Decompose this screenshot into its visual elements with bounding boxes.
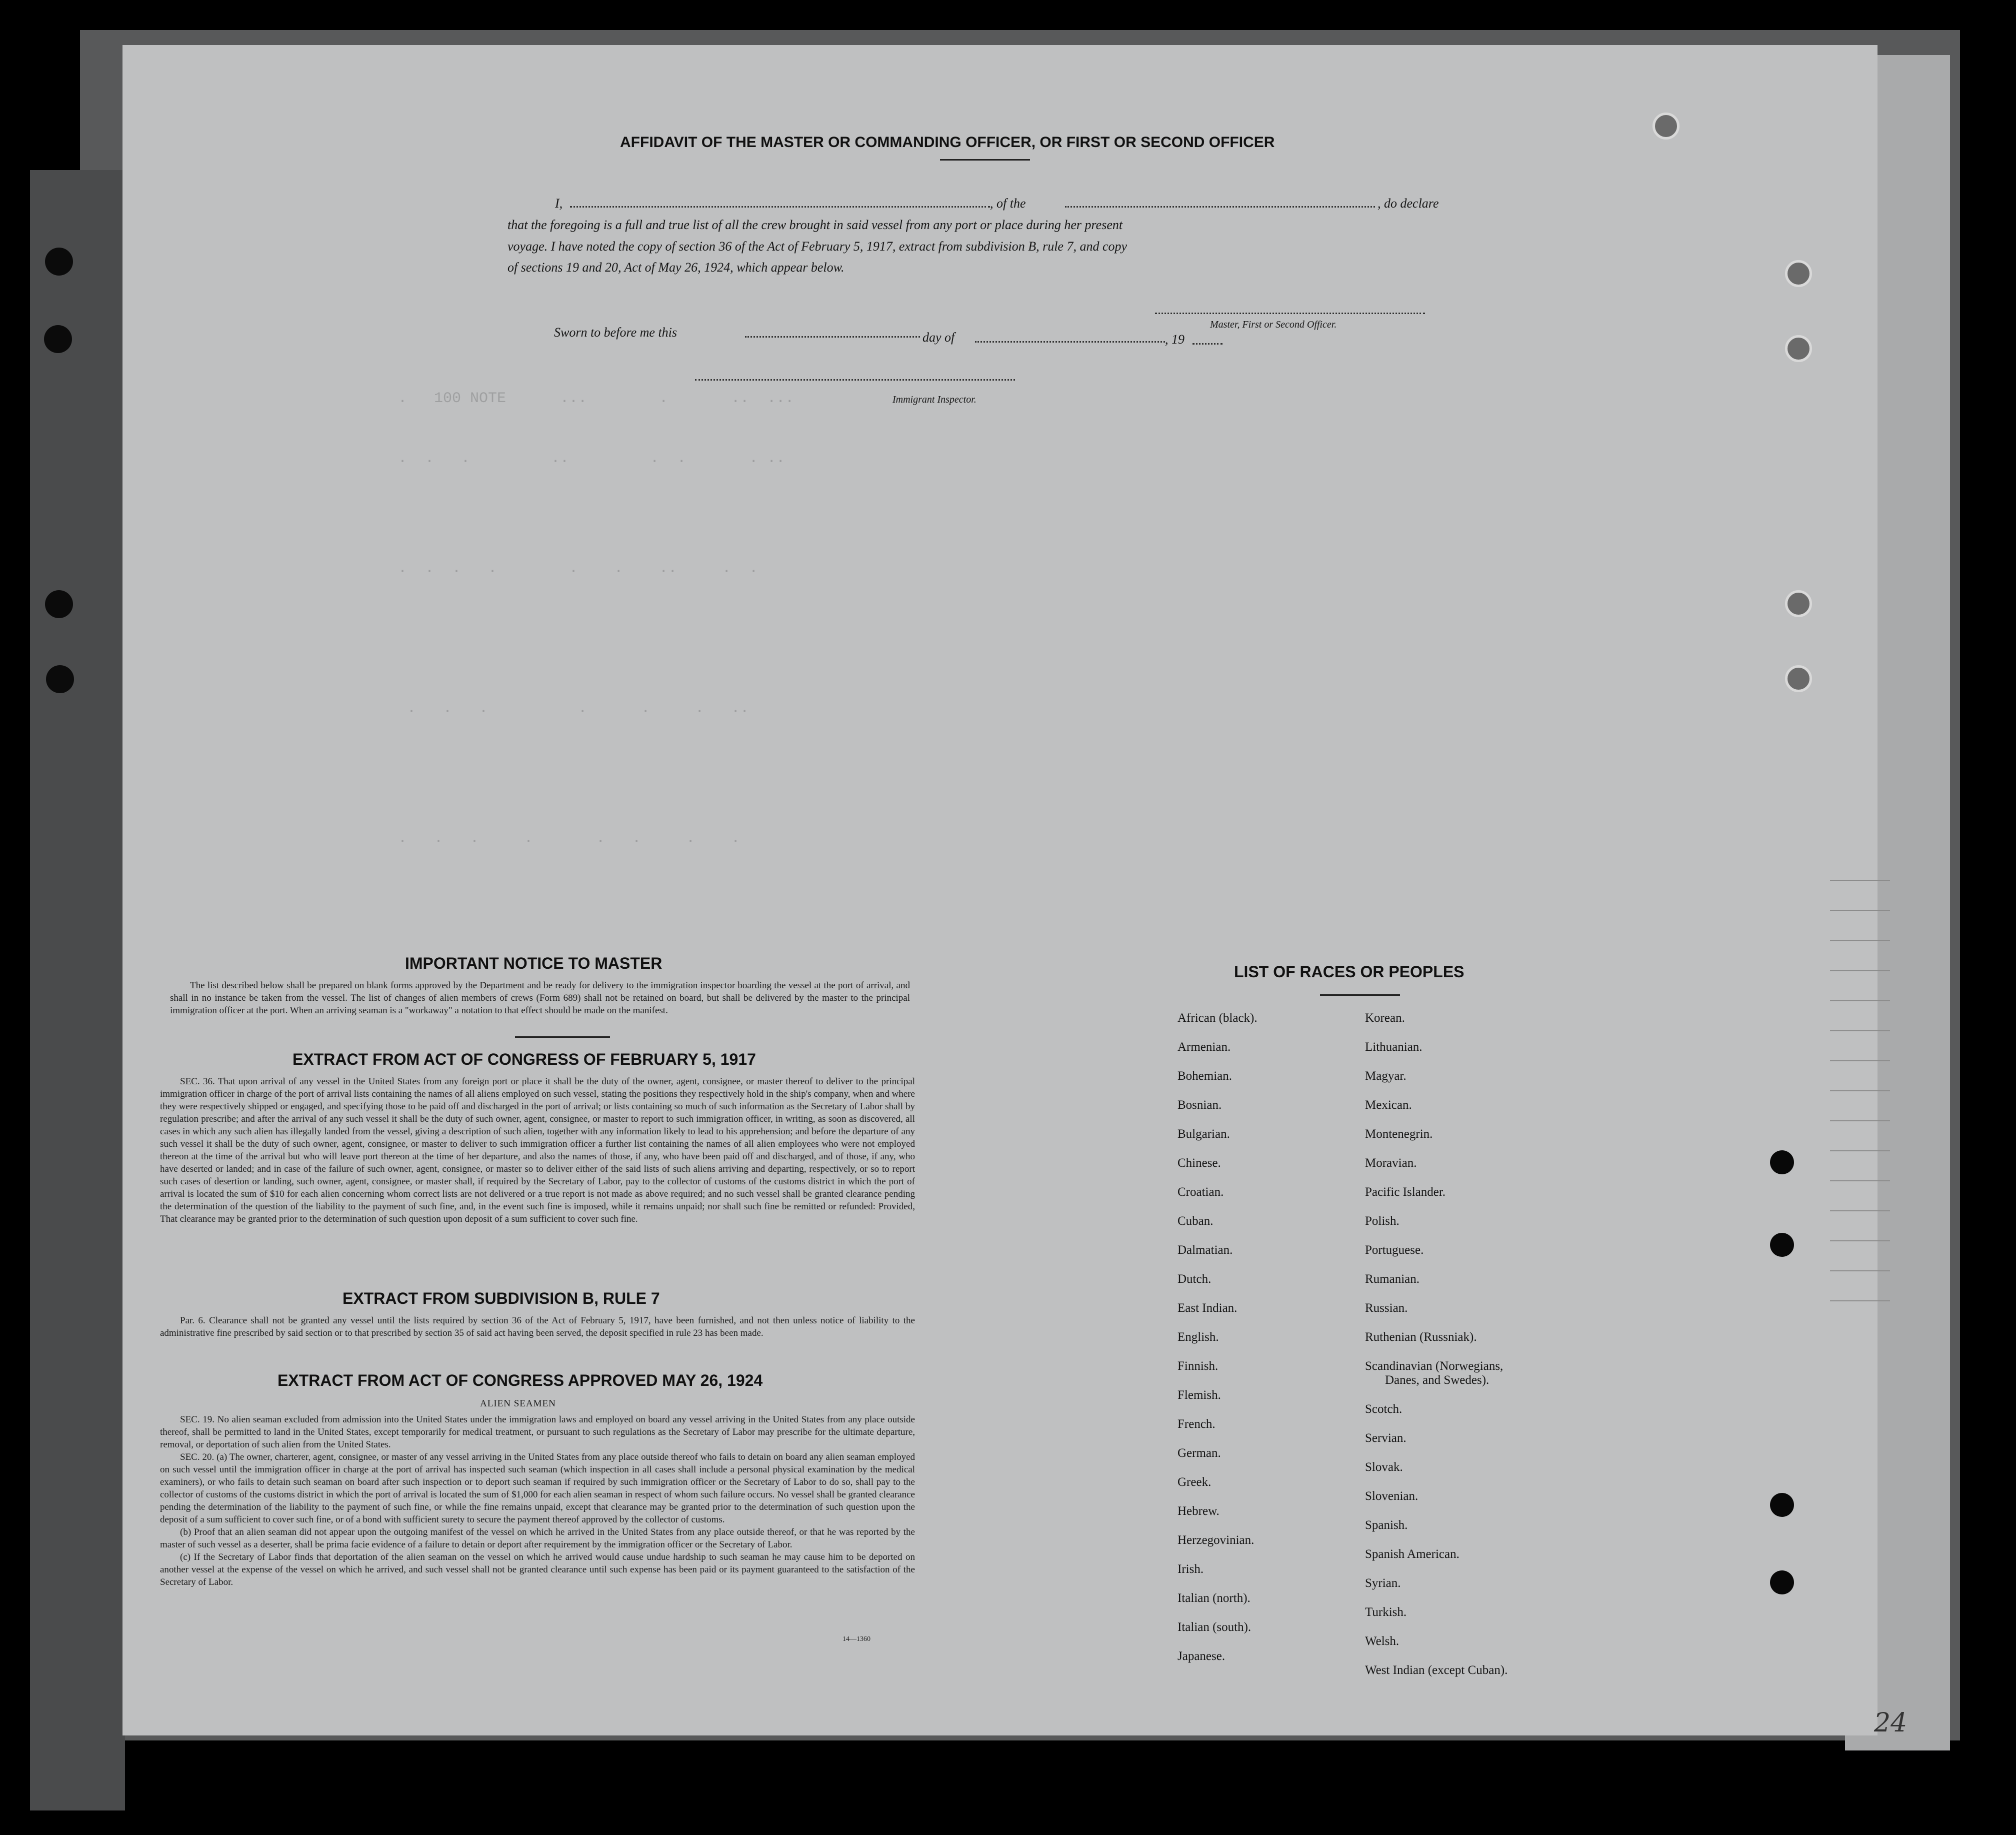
race-item: African (black). <box>1178 1011 1258 1025</box>
extract-1924-title: EXTRACT FROM ACT OF CONGRESS APPROVED MAY 26, 1924 <box>278 1371 763 1389</box>
sworn-start: Sworn to before me this <box>554 325 678 340</box>
sworn-day-label: day of <box>922 330 955 345</box>
rule-7-title: EXTRACT FROM SUBDIVISION B, RULE 7 <box>342 1289 660 1307</box>
race-item: Slovak. <box>1365 1460 1403 1474</box>
races-left-column <box>1178 1004 1258 1671</box>
race-item: Spanish American. <box>1365 1547 1460 1561</box>
punch-hole <box>1785 335 1812 362</box>
race-item: Turkish. <box>1365 1605 1407 1619</box>
race-item: Dutch. <box>1178 1272 1212 1286</box>
race-item: Lithuanian. <box>1365 1040 1422 1054</box>
punch-hole <box>1770 1150 1794 1174</box>
race-item: Welsh. <box>1365 1634 1400 1648</box>
race-item: Scotch. <box>1365 1402 1402 1416</box>
notice-title: IMPORTANT NOTICE TO MASTER <box>405 954 662 972</box>
binder-edge <box>30 170 125 1810</box>
races-divider <box>1320 994 1400 996</box>
alien-seamen-subtitle: ALIEN SEAMEN <box>480 1398 556 1409</box>
punch-hole <box>1785 260 1812 287</box>
punch-hole <box>1770 1233 1794 1257</box>
punch-hole <box>1785 590 1812 617</box>
race-item: Rumanian. <box>1365 1272 1420 1286</box>
notice-divider <box>515 1036 610 1038</box>
race-item: Bulgarian. <box>1178 1127 1230 1141</box>
race-item: Montenegrin. <box>1365 1127 1433 1141</box>
race-item: Greek. <box>1178 1475 1212 1489</box>
race-item: French. <box>1178 1417 1216 1431</box>
race-item: German. <box>1178 1446 1221 1460</box>
master-signature-label: Master, First or Second Officer. <box>1210 319 1337 330</box>
name-field[interactable] <box>570 206 990 208</box>
races-right-column <box>1365 1004 1508 1685</box>
form-number: 14—1360 <box>842 1635 870 1643</box>
master-signature-field[interactable] <box>1155 313 1425 314</box>
sec-20b-paragraph: (b) Proof that an alien seaman did not appear upon the outgoing manifest of the vessel on which he arrived in the United States from any place outside thereof, or that he was reported by the master of such vessel as a deserter, shall be prima facie evidence of a failure to detain or deport after requirement by the immigration officer or the Secretary of Labor. <box>160 1527 915 1550</box>
race-item: Armenian. <box>1178 1040 1231 1054</box>
handwritten-page-number: 24 <box>1874 1708 1908 1738</box>
race-item: English. <box>1178 1330 1219 1344</box>
sworn-month-field[interactable] <box>975 341 1165 343</box>
race-item: Japanese. <box>1178 1649 1226 1663</box>
race-item: Hebrew. <box>1178 1504 1220 1518</box>
race-item: Russian. <box>1365 1301 1408 1315</box>
affidavit-title: AFFIDAVIT OF THE MASTER OR COMMANDING OFFICER, OR FIRST OR SECOND OFFICER <box>620 134 1275 151</box>
sec-20c-paragraph: (c) If the Secretary of Labor finds that deportation of the alien seaman on the vessel on which he arrived would cause undue hardship to such seaman he may cause him to be deported on another vessel at the expense of the vessel on which he arrived, and such vessel shall not be granted clearance until such expense has been paid or its payment guaranteed to the satisfaction of the Secretary of Labor. <box>160 1552 915 1587</box>
sworn-year-field[interactable] <box>1192 343 1222 345</box>
race-item: Slovenian. <box>1365 1489 1418 1503</box>
race-item: Korean. <box>1365 1011 1405 1025</box>
race-item: Magyar. <box>1365 1069 1406 1083</box>
sworn-year-label: , 19 <box>1165 332 1184 347</box>
race-item: Italian (south). <box>1178 1620 1252 1634</box>
sec-19-paragraph: SEC. 19. No alien seaman excluded from admission into the United States under the immigration laws and employed on board any vessel arriving in the United States from any place outside thereof, shall be permitted to land in the United States, except temporarily for medical treatment, or pursuant to such regulations as the Secretary of Labor may prescribe for the ultimate departure, removal, or deportation of such alien from the United States. <box>160 1414 915 1450</box>
affidavit-line-1-start: I, <box>555 196 563 211</box>
race-item: Polish. <box>1365 1214 1400 1228</box>
binder-hole <box>44 325 72 353</box>
race-item: Cuban. <box>1178 1214 1214 1228</box>
binder-hole <box>45 590 73 618</box>
notice-text <box>170 979 910 1017</box>
race-item: Irish. <box>1178 1562 1204 1576</box>
extract-1917-title: EXTRACT FROM ACT OF CONGRESS OF FEBRUARY 5, 1917 <box>292 1050 756 1068</box>
inspector-label: Immigrant Inspector. <box>892 394 976 405</box>
sworn-day-field[interactable] <box>745 336 920 338</box>
rule-7-text <box>160 1314 915 1339</box>
par-6-paragraph: Par. 6. Clearance shall not be granted any vessel until the lists required by section 36 of the Act of February 5, 1917, have been furnished, and not then unless notice of liability to the administrative fine prescribed by said section or to that prescribed by section 35 of said act having been served, the deposit specified in rule 23 has been made. <box>160 1315 915 1338</box>
punch-hole <box>1785 665 1812 692</box>
sec-36-paragraph: SEC. 36. That upon arrival of any vessel in the United States from any foreign port or place it shall be the duty of the owner, agent, consignee, or master thereof to deliver to the principal immigration officer in charge of the port of arrival lists containing the names of all aliens employed on such vessel, stating the positions they respectively hold in the ship's company, when and where they were respectively shipped or engaged, and specifying those to be paid off and discharged in the port of arrival; or lists containing so much of such information as the Secretary of Labor shall by regulation prescribe; and after the arrival of any such vessel it shall be the duty of such owner, agent, consignee, or master to report to such immigration officer, in writing, as soon as discovered, all cases in which any such alien has illegally landed from the vessel, giving a description of such alien, together with any information likely to lead to his apprehension; and before the departure of any such vessel it shall be the duty of such owner, agent, consignee, or master to deliver to such immigration officer a further list containing the names of all alien employees who were not employed thereon at the time of the arrival but who will leave port thereon at the time of her departure, and also the names of those, if any, who have been paid off and discharged, and of those, if any, who have deserted or landed; and in case of the failure of such owner, agent, consignee, or master so to deliver either of the said lists of such aliens arriving and departing, respectively, or so to report such cases of desertion or landing, such owner, agent, consignee, or master shall, if required by the Secretary of Labor, pay to the collector of customs of the customs district in which the port of arrival is located the sum of $10 for each alien concerning whom correct lists are not delivered or a true report is not made as above required; and no such vessel shall be granted clearance pending the determination of the question of the liability to the payment of such fine, and, in the event such fine is imposed, while it remains unpaid; nor shall such fine be remitted or refunded: Provided, That clearance may be granted prior to the determination of such question upon deposit of a sum sufficient to cover such fine. <box>160 1076 915 1224</box>
race-item: Servian. <box>1365 1431 1406 1445</box>
vessel-field[interactable] <box>1065 206 1375 208</box>
race-item: Mexican. <box>1365 1098 1412 1112</box>
race-item: Danes, and Swedes). <box>1385 1373 1490 1387</box>
race-item: East Indian. <box>1178 1301 1238 1315</box>
race-item: Portuguese. <box>1365 1243 1424 1257</box>
race-item: Herzegovinian. <box>1178 1533 1254 1547</box>
affidavit-line-1-of: , of the <box>990 196 1026 211</box>
notice-paragraph: The list described below shall be prepared on blank forms approved by the Department and be ready for delivery to the immigration inspector boarding the vessel at the port of arrival, and shall in no instance be taken from the vessel. The list of changes of alien members of crews (Form 689) shall not be retained on board, but shall be delivered by the master to the principal immigration officer at the port. When an arriving seaman is a "workaway" a notation to that effect should be made on the manifest. <box>170 980 910 1016</box>
race-item: Croatian. <box>1178 1185 1224 1199</box>
affidavit-line-1-end: , do declare <box>1378 196 1439 211</box>
race-item: Spanish. <box>1365 1518 1408 1532</box>
race-item: Moravian. <box>1365 1156 1417 1170</box>
inspector-signature-field[interactable] <box>695 379 1015 381</box>
race-item: Syrian. <box>1365 1576 1401 1590</box>
title-divider <box>940 159 1030 161</box>
affidavit-line-3: voyage. I have noted the copy of section 36 of the Act of February 5, 1917, extract from subdivision B, rule 7, and copy <box>508 239 1128 254</box>
punch-hole <box>1652 113 1680 140</box>
race-item: Italian (north). <box>1178 1591 1250 1605</box>
race-item: Bohemian. <box>1178 1069 1232 1083</box>
race-item: Chinese. <box>1178 1156 1221 1170</box>
race-item: Finnish. <box>1178 1359 1218 1373</box>
extract-1917-text <box>160 1075 915 1225</box>
race-item: West Indian (except Cuban). <box>1365 1663 1508 1677</box>
race-item: Ruthenian (Russniak). <box>1365 1330 1477 1344</box>
punch-hole <box>1770 1570 1794 1594</box>
extract-1924-text <box>160 1413 915 1588</box>
binder-hole <box>46 665 74 693</box>
race-item: Scandinavian (Norwegians, <box>1365 1359 1504 1373</box>
sec-20a-paragraph: SEC. 20. (a) The owner, charterer, agent, consignee, or master of any vessel arriving in the United States from any place outside thereof who fails to detain on board any alien seaman employed on such vessel until the immigration officer in charge at the port of arrival has inspected such seaman (which inspection in all cases shall include a personal physical examination by the medical examiners), or who fails to detain such seaman on board after such inspection or to deport such seaman if required by such immigration officer or the Secretary of Labor to do so, shall pay to the collector of customs of the customs district in which the port of arrival is located the sum of $1,000 for each alien seaman in respect of whom such failure occurs. No vessel shall be granted clearance pending the determination of the liability to the payment of such fine, or while the fine remains unpaid, except that clearance may be granted prior to the determination of such question upon the deposit of a sum sufficient to cover such fine, or of a bond with sufficient surety to secure the payment thereof approved by the collector of customs. <box>160 1452 915 1525</box>
races-title: LIST OF RACES OR PEOPLES <box>1234 963 1464 981</box>
affidavit-line-2: that the foregoing is a full and true list of all the crew brought in said vessel from any port or place during her present <box>508 218 1123 232</box>
binder-hole <box>45 248 73 276</box>
affidavit-line-4: of sections 19 and 20, Act of May 26, 1924, which appear below. <box>508 260 844 275</box>
race-item: Dalmatian. <box>1178 1243 1233 1257</box>
race-item: Pacific Islander. <box>1365 1185 1446 1199</box>
punch-hole <box>1770 1493 1794 1517</box>
race-item: Bosnian. <box>1178 1098 1222 1112</box>
race-item: Flemish. <box>1178 1388 1221 1402</box>
